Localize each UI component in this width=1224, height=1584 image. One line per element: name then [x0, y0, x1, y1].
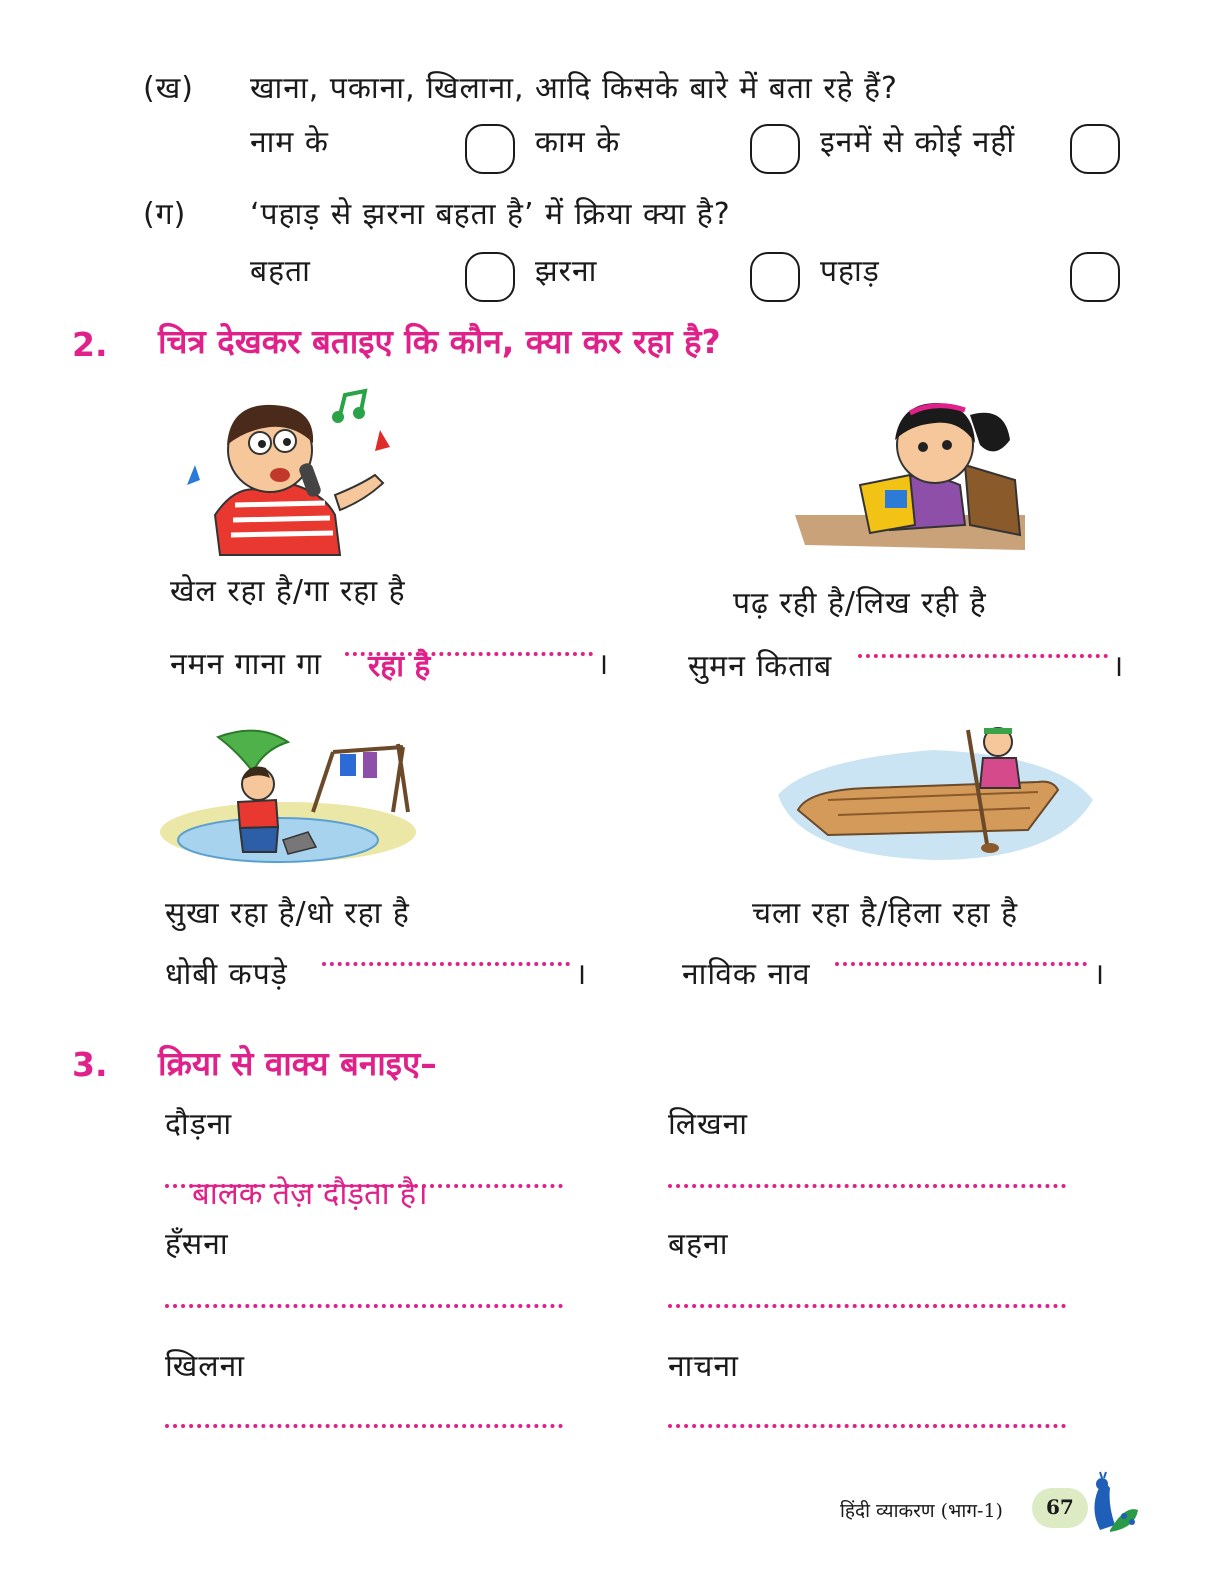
choices-text-3: सुखा रहा है/धो रहा है	[165, 896, 410, 931]
choices-text-2: पढ़ रही है/लिख रही है	[733, 586, 987, 621]
verb-word: हँसना	[165, 1227, 229, 1262]
sentence-line[interactable]	[668, 1420, 1066, 1428]
sentence-line[interactable]	[668, 1300, 1066, 1308]
girl-reading-illustration	[795, 385, 1025, 550]
answer-line-2[interactable]	[858, 650, 1108, 658]
peacock-icon	[1080, 1470, 1140, 1535]
question-label-kha: (ख)	[143, 71, 194, 106]
sentence-end-3: ।	[575, 957, 588, 992]
sentence-end-1: ।	[597, 647, 610, 682]
option-text: इनमें से कोई नहीं	[820, 125, 1016, 160]
option-checkbox[interactable]	[1070, 252, 1120, 302]
section-number-3: 3.	[72, 1045, 108, 1084]
sentence-text-2: सुमन किताब	[688, 649, 833, 684]
choices-text-4: चला रहा है/हिला रहा है	[752, 896, 1019, 931]
sample-sentence: बालक तेज़ दौड़ता है।	[192, 1176, 428, 1212]
verb-word: खिलना	[165, 1349, 246, 1384]
option-checkbox[interactable]	[465, 252, 515, 302]
sentence-line[interactable]	[165, 1420, 563, 1428]
washerman-illustration	[158, 722, 423, 867]
option-text: झरना	[535, 254, 598, 289]
option-checkbox[interactable]	[465, 124, 515, 174]
verb-word: दौड़ना	[165, 1107, 233, 1142]
question-label-ga: (ग)	[143, 197, 187, 232]
answer-line-3[interactable]	[322, 958, 570, 966]
option-checkbox[interactable]	[1070, 124, 1120, 174]
sentence-end-4: ।	[1093, 957, 1106, 992]
sentence-text-1: नमन गाना गा	[170, 647, 323, 682]
sentence-end-2: ।	[1112, 649, 1125, 684]
option-checkbox[interactable]	[750, 124, 800, 174]
section-title-2: चित्र देखकर बताइए कि कौन, क्या कर रहा है?	[158, 322, 721, 361]
sentence-text-4: नाविक नाव	[682, 957, 811, 992]
sentence-line[interactable]	[668, 1180, 1066, 1188]
option-checkbox[interactable]	[750, 252, 800, 302]
answer-line-4[interactable]	[835, 958, 1087, 966]
boatman-illustration	[768, 720, 1098, 870]
answer-text-1: रहा है	[368, 649, 431, 684]
verb-word: बहना	[668, 1227, 729, 1262]
sentence-text-3: धोबी कपड़े	[165, 957, 288, 992]
page-number: 67	[1046, 1495, 1074, 1519]
option-text: बहता	[250, 254, 311, 289]
question-text-ga: ‘पहाड़ से झरना बहता है’ में क्रिया क्या है?	[250, 197, 731, 232]
question-text-kha: खाना, पकाना, खिलाना, आदि किसके बारे में बता रहे हैं?	[250, 71, 898, 106]
footer-book-title: हिंदी व्याकरण (भाग-1)	[840, 1500, 1003, 1522]
option-text: नाम के	[250, 125, 329, 160]
option-text: पहाड़	[820, 254, 880, 289]
choices-text-1: खेल रहा है/गा रहा है	[170, 574, 406, 609]
verb-word: नाचना	[668, 1349, 739, 1384]
sentence-line[interactable]	[165, 1300, 563, 1308]
boy-singing-illustration	[175, 385, 405, 555]
option-text: काम के	[535, 125, 621, 160]
verb-word: लिखना	[668, 1107, 749, 1142]
section-title-3: क्रिया से वाक्य बनाइए–	[158, 1044, 437, 1083]
section-number-2: 2.	[72, 325, 108, 364]
